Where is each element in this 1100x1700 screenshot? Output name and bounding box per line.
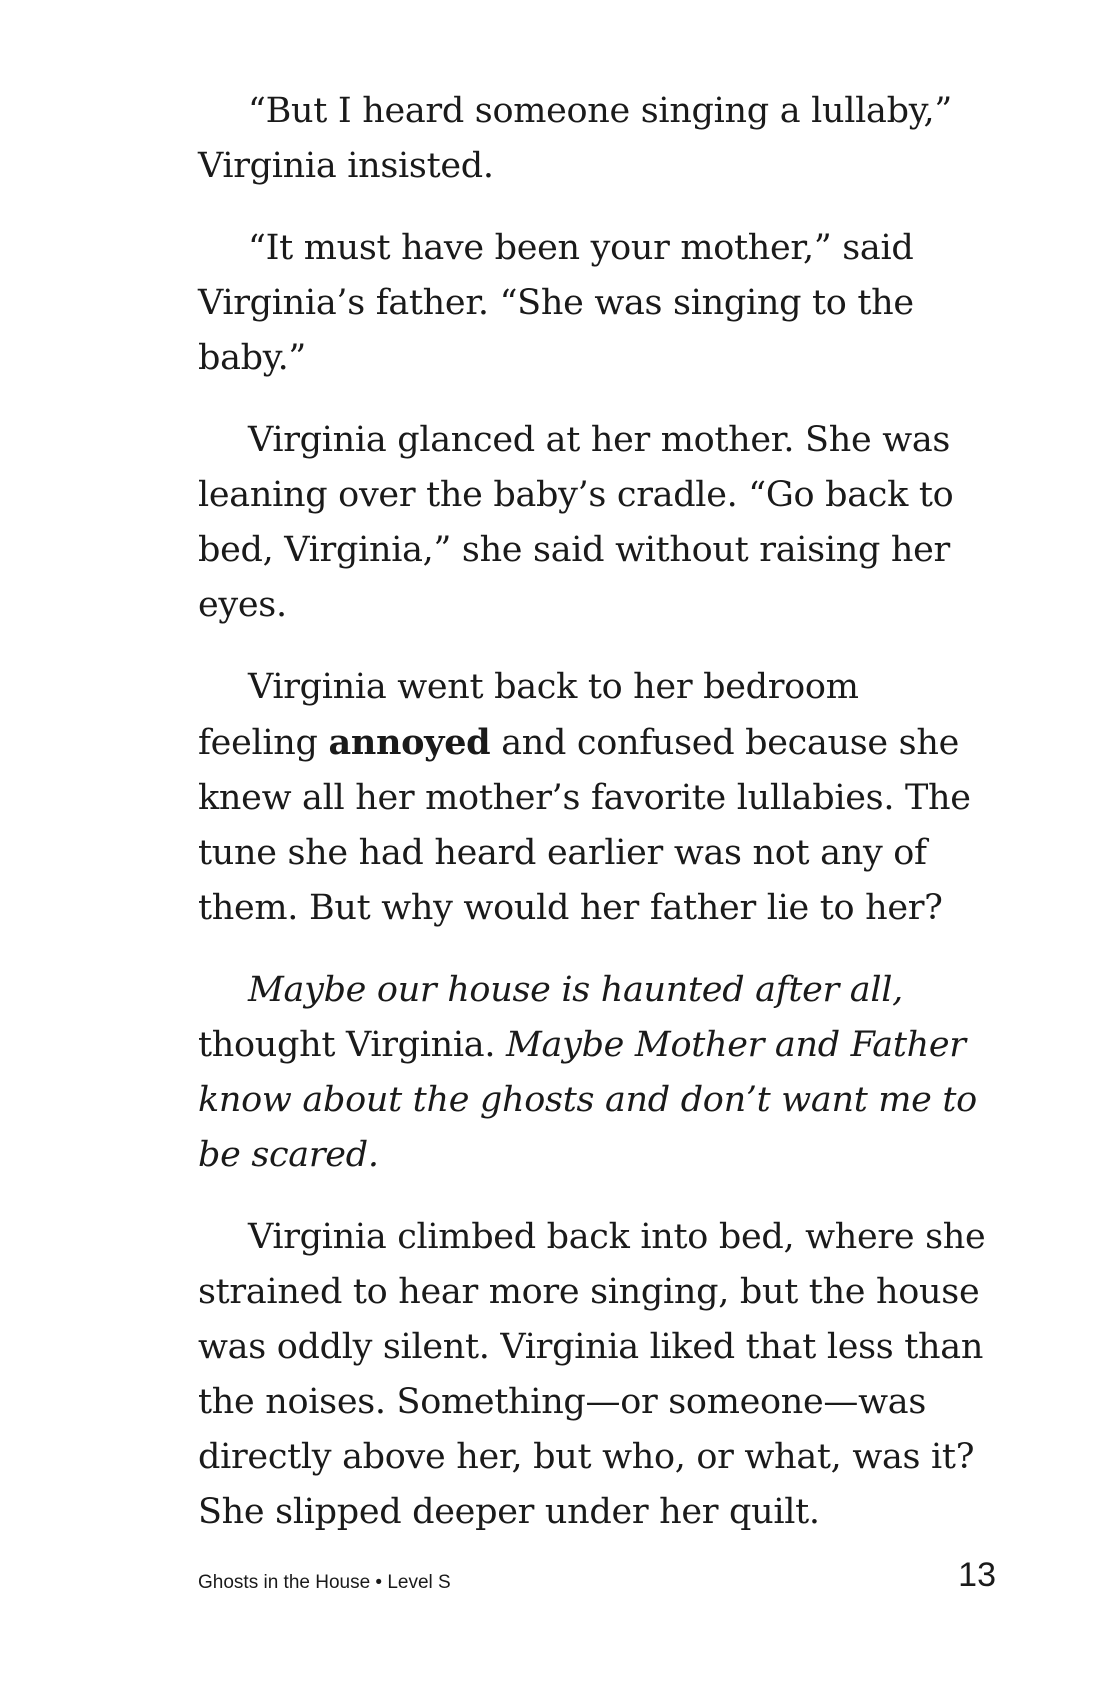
paragraph-5-thought-1: Maybe our house is haunted after all,	[248, 970, 903, 1010]
story-text	[198, 84, 988, 1540]
paragraph-4	[198, 660, 988, 936]
paragraph-5-thought-2: Maybe Mother and Father know about the ghosts and don’t want me to be scared.	[198, 1025, 977, 1175]
book-title-footer: Ghosts in the House • Level S	[198, 1572, 451, 1593]
paragraph-4-end: and confused because she knew all her mother’s favorite lullabies. The tune she had heard earlier was not any of them. But why would her father lie to her?	[198, 723, 971, 928]
page-number: 13	[958, 1556, 996, 1594]
vocabulary-word: annoyed	[328, 722, 491, 763]
paragraph-5	[198, 963, 988, 1183]
paragraph-4-start: Virginia went back to her bedroom feeling	[198, 667, 859, 763]
paragraph-6: Virginia climbed back into bed, where she strained to hear more singing, but the house was oddly silent. Virginia liked that less than the noises. Something—or someone—was directly above her, but who, or what, was it? She slipped deeper under her quilt.	[198, 1217, 986, 1532]
paragraph-2: “It must have been your mother,” said Virginia’s father. “She was singing to the baby.”	[198, 228, 914, 378]
paragraph-5-narration: thought Virginia.	[198, 1025, 496, 1065]
paragraph-1: “But I heard someone singing a lullaby,” Virginia insisted.	[198, 91, 952, 186]
paragraph-3: Virginia glanced at her mother. She was leaning over the baby’s cradle. “Go back to bed, Virginia,” she said without raising her eyes.	[198, 420, 954, 625]
